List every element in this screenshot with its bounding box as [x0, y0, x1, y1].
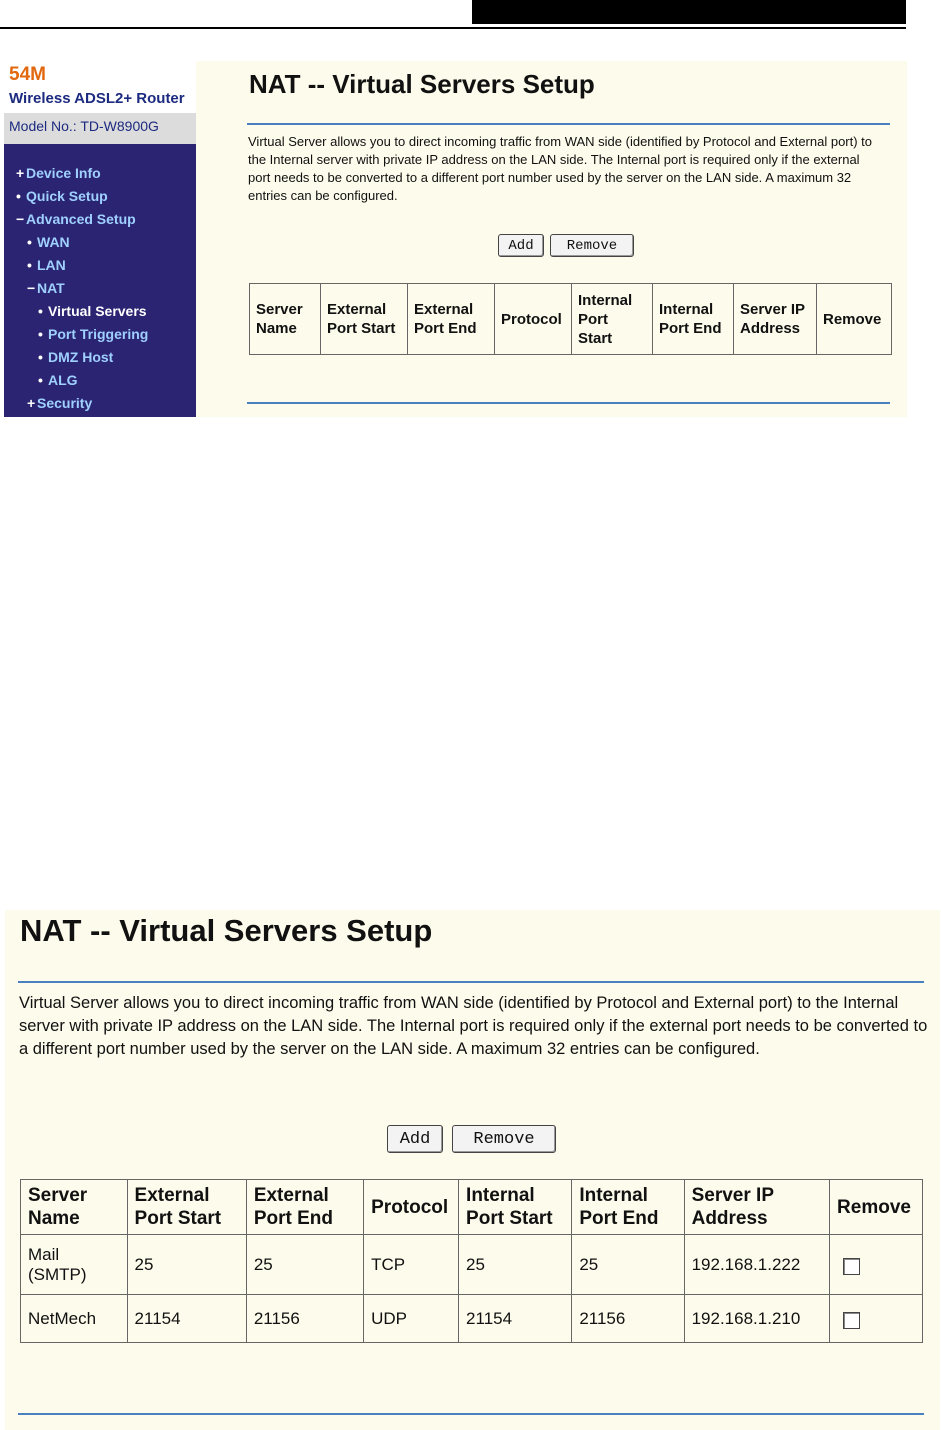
sidebar-item-label: LAN — [37, 257, 66, 273]
sidebar-item-virtual-servers[interactable] — [38, 303, 147, 319]
server-ip-cell: 192.168.1.210 — [684, 1295, 829, 1343]
column-header: Server IP Address — [684, 1180, 829, 1235]
bottom-divider — [18, 1413, 924, 1415]
column-header: Internal Port End — [572, 1180, 684, 1235]
external-port-start-cell: 25 — [127, 1235, 246, 1295]
sidebar-item-lan[interactable] — [27, 257, 66, 273]
content-area — [196, 61, 907, 417]
column-header: External Port End — [408, 284, 495, 355]
sidebar-item-label: Port Triggering — [48, 326, 149, 342]
router-screenshot-populated — [5, 910, 940, 1430]
model-number: Model No.: TD-W8900G — [9, 118, 159, 134]
sidebar-item-label: Device Info — [26, 165, 101, 181]
column-header: Server IP Address — [734, 284, 817, 355]
sidebar-item-quick-setup[interactable] — [16, 188, 108, 204]
external-port-end-cell: 25 — [246, 1235, 363, 1295]
bullet-icon: • — [38, 372, 43, 388]
column-header: External Port End — [246, 1180, 363, 1235]
brand-title: Wireless ADSL2+ Router — [9, 90, 185, 107]
minus-icon: − — [16, 211, 25, 227]
page-description: Virtual Server allows you to direct incoming traffic from WAN side (identified by Protocol and External port) to the Internal server with private IP address on the LAN side. The Internal port is required only if the external port needs to be converted to a different port number used by the server on the LAN side. A maximum 32 entries can be configured. — [248, 134, 873, 203]
external-port-start-cell: 21154 — [127, 1295, 246, 1343]
add-button[interactable]: Add — [387, 1125, 443, 1153]
sidebar-item-wan[interactable] — [27, 234, 70, 250]
sidebar — [4, 61, 196, 417]
minus-icon: − — [27, 280, 36, 296]
remove-button[interactable]: Remove — [550, 234, 634, 257]
add-button[interactable]: Add — [498, 234, 544, 257]
sidebar-item-label: Security — [37, 395, 93, 411]
sidebar-item-security[interactable] — [27, 395, 92, 411]
server-name-cell: NetMech — [21, 1295, 128, 1343]
remove-cell — [830, 1235, 923, 1295]
column-header: Protocol — [495, 284, 572, 355]
sidebar-item-nat[interactable] — [27, 280, 65, 296]
remove-checkbox[interactable] — [843, 1258, 860, 1275]
column-header: Internal Port Start — [572, 284, 653, 355]
column-header: Protocol — [364, 1180, 459, 1235]
column-header: Server Name — [250, 284, 321, 355]
sidebar-item-label: Virtual Servers — [48, 303, 147, 319]
column-header: External Port Start — [127, 1180, 246, 1235]
bullet-icon: • — [27, 234, 32, 250]
column-header: Remove — [817, 284, 892, 355]
column-header: Internal Port End — [653, 284, 734, 355]
external-port-end-cell: 21156 — [246, 1295, 363, 1343]
sidebar-item-label: WAN — [37, 234, 70, 250]
internal-port-end-cell: 25 — [572, 1235, 684, 1295]
server-ip-cell: 192.168.1.222 — [684, 1235, 829, 1295]
sidebar-item-dmz-host[interactable] — [38, 349, 113, 365]
plus-icon: + — [16, 165, 25, 181]
column-header: Internal Port Start — [459, 1180, 572, 1235]
brand-logo-text: 54M — [9, 64, 46, 85]
column-header: External Port Start — [321, 284, 408, 355]
sidebar-item-port-triggering[interactable] — [38, 326, 148, 342]
virtual-servers-table — [249, 283, 892, 355]
bullet-icon: • — [38, 326, 43, 342]
remove-cell — [830, 1295, 923, 1343]
model-number-bar — [4, 113, 196, 144]
remove-checkbox[interactable] — [843, 1312, 860, 1329]
page-title: NAT -- Virtual Servers Setup — [249, 69, 595, 99]
title-divider — [247, 123, 890, 125]
router-screenshot-empty — [4, 61, 907, 417]
virtual-servers-table — [20, 1179, 923, 1343]
sidebar-item-label: ALG — [48, 372, 78, 388]
document-header-bar — [472, 0, 906, 24]
table-header-row — [250, 284, 892, 355]
sidebar-item-advanced-setup[interactable] — [16, 211, 136, 227]
remove-button[interactable]: Remove — [452, 1125, 556, 1153]
bullet-icon: • — [16, 188, 21, 204]
bottom-divider — [247, 402, 890, 404]
page-title: NAT -- Virtual Servers Setup — [20, 913, 433, 948]
bullet-icon: • — [38, 349, 43, 365]
sidebar-item-alg[interactable] — [38, 372, 78, 388]
bullet-icon: • — [27, 257, 32, 273]
title-divider — [18, 981, 924, 983]
sidebar-item-device-info[interactable] — [16, 165, 101, 181]
page-description: Virtual Server allows you to direct incoming traffic from WAN side (identified by Protocol and External port) to the Internal server with private IP address on the LAN side. The Internal port is required only if the external port needs to be converted to a different port number used by the server on the LAN side. A maximum 32 entries can be configured. — [19, 994, 928, 1058]
internal-port-start-cell: 21154 — [459, 1295, 572, 1343]
column-header: Server Name — [21, 1180, 128, 1235]
sidebar-item-label: Quick Setup — [26, 188, 108, 204]
plus-icon: + — [27, 395, 36, 411]
table-row — [21, 1295, 923, 1343]
bullet-icon: • — [38, 303, 43, 319]
table-header-row — [21, 1180, 923, 1235]
server-name-cell: Mail (SMTP) — [21, 1235, 128, 1295]
internal-port-start-cell: 25 — [459, 1235, 572, 1295]
table-row — [21, 1235, 923, 1295]
protocol-cell: TCP — [364, 1235, 459, 1295]
sidebar-item-label: NAT — [37, 280, 65, 296]
protocol-cell: UDP — [364, 1295, 459, 1343]
column-header: Remove — [830, 1180, 923, 1235]
sidebar-item-label: DMZ Host — [48, 349, 114, 365]
document-header-rule — [0, 27, 906, 29]
internal-port-end-cell: 21156 — [572, 1295, 684, 1343]
brand-panel — [4, 61, 196, 144]
sidebar-item-label: Advanced Setup — [26, 211, 136, 227]
